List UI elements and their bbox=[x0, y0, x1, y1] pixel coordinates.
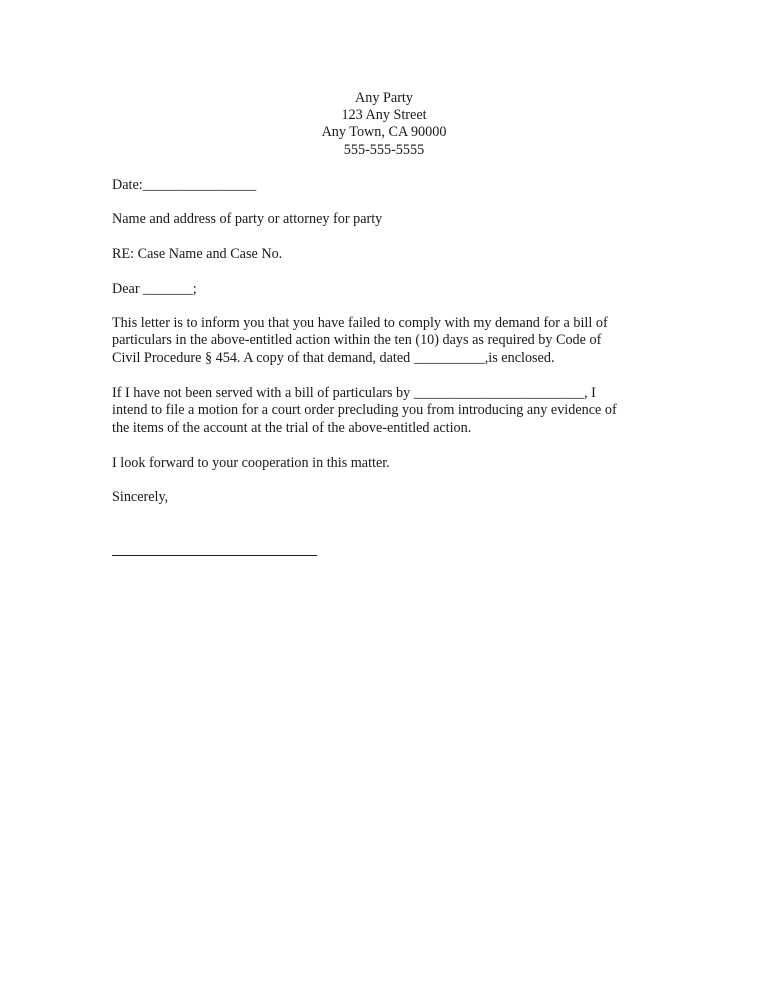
re-line: RE: Case Name and Case No. bbox=[112, 246, 283, 262]
paragraph-line: the items of the account at the trial of the above-entitled action. bbox=[112, 419, 472, 436]
sign-off: Sincerely, bbox=[112, 489, 169, 505]
sender-city: Any Town, CA 90000 bbox=[321, 124, 447, 141]
salutation: Dear _______; bbox=[112, 281, 197, 297]
paragraph-line: If I have not been served with a bill of particulars by ________________________, I bbox=[112, 385, 596, 401]
paragraph-line: Civil Procedure § 454. A copy of that demand, dated __________,is enclosed. bbox=[112, 349, 555, 366]
signature-line bbox=[112, 555, 317, 556]
sender-phone: 555-555-5555 bbox=[343, 141, 425, 158]
date-line: Date:________________ bbox=[112, 177, 257, 193]
paragraph-motion-notice bbox=[112, 385, 657, 437]
paragraph-line: intend to file a motion for a court order precluding you from introducing any evidence of bbox=[112, 402, 617, 419]
sender-street: 123 Any Street bbox=[341, 107, 427, 124]
recipient-line: Name and address of party or attorney for party bbox=[112, 211, 383, 227]
paragraph-line: This letter is to inform you that you have failed to comply with my demand for a bill of bbox=[112, 315, 608, 331]
sender-name: Any Party bbox=[355, 90, 413, 106]
paragraph-demand-failure bbox=[112, 315, 657, 367]
closing-statement: I look forward to your cooperation in this matter. bbox=[112, 455, 390, 471]
paragraph-line: particulars in the above-entitled action within the ten (10) days as required by Code of bbox=[112, 332, 602, 349]
letterhead bbox=[0, 90, 768, 159]
